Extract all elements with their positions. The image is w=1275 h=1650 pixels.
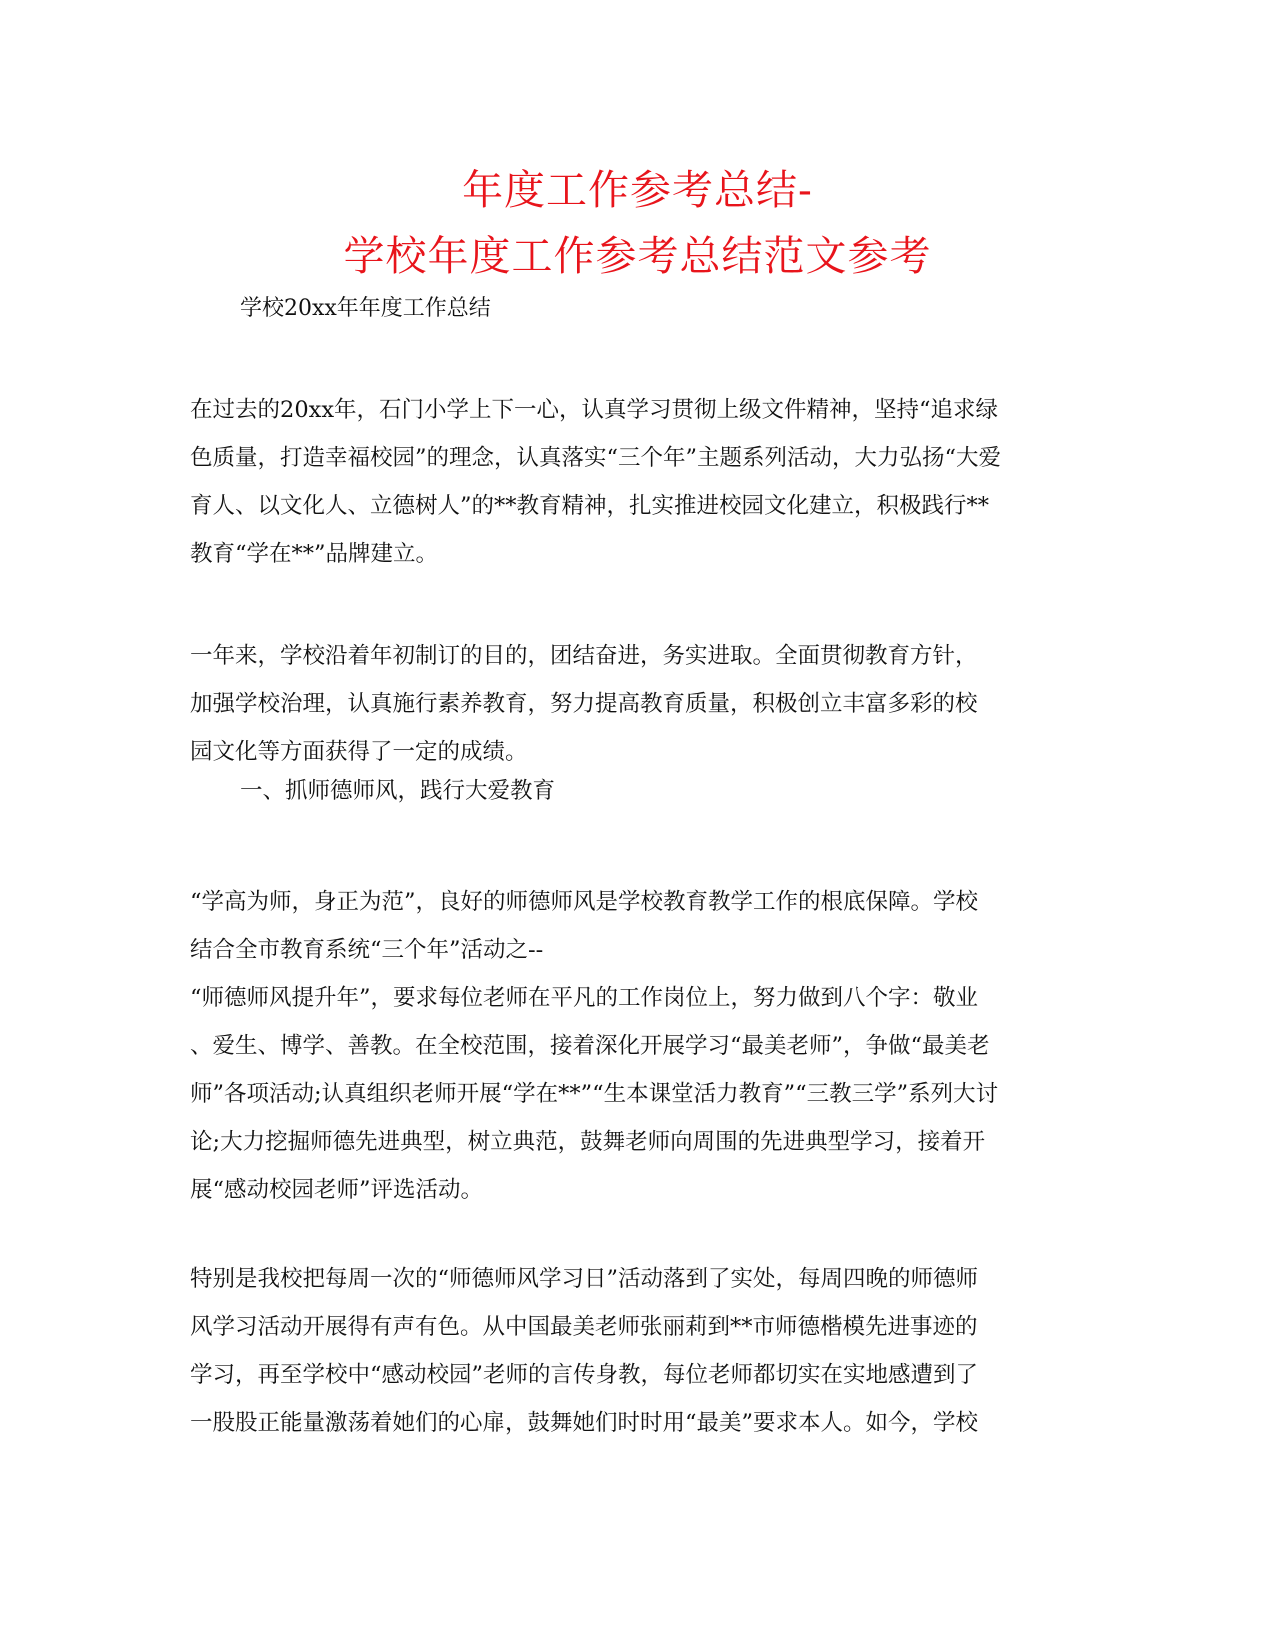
paragraph-line: 、爱生、博学、善教。在全校范围，接着深化开展学习“最美老师”，争做“最美老 <box>190 1033 990 1059</box>
document-title-line-2: 学校年度工作参考总结范文参考 <box>343 232 932 280</box>
paragraph-line: 论;大力挖掘师德先进典型，树立典范，鼓舞老师向周围的先进典型学习，接着开 <box>190 1129 986 1155</box>
paragraph-line: 风学习活动开展得有声有色。从中国最美老师张丽莉到**市师德楷模先进事迹的 <box>190 1314 978 1340</box>
paragraph-3 <box>190 878 1090 1214</box>
section-heading: 一、抓师德师风，践行大爱教育 <box>240 778 556 804</box>
paragraph-line: “师德师风提升年”，要求每位老师在平凡的工作岗位上，努力做到八个字：敬业 <box>190 985 979 1011</box>
paragraph-line: 加强学校治理，认真施行素养教育，努力提高教育质量，积极创立丰富多彩的校 <box>190 691 978 717</box>
paragraph-line: 育人、以文化人、立德树人”的**教育精神，扎实推进校园文化建立，积极践行** <box>190 493 990 519</box>
document-subtitle: 学校20xx年年度工作总结 <box>240 296 491 321</box>
paragraph-line: 一年来，学校沿着年初制订的目的，团结奋进，务实进取。全面贯彻教育方针， <box>190 643 978 669</box>
paragraph-line: 展“感动校园老师”评选活动。 <box>190 1177 484 1203</box>
paragraph-line: 结合全市教育系统“三个年”活动之-- <box>190 937 544 963</box>
paragraph-1 <box>190 386 1090 578</box>
paragraph-line: 一股股正能量激荡着她们的心扉，鼓舞她们时时用“最美”要求本人。如今，学校 <box>190 1410 979 1436</box>
paragraph-line: 师”各项活动;认真组织老师开展“学在**”“生本课堂活力教育”“三教三学”系列大讨 <box>190 1081 999 1107</box>
paragraph-line: 学习，再至学校中“感动校园”老师的言传身教，每位老师都切实在实地感遭到了 <box>190 1362 979 1388</box>
paragraph-line: 园文化等方面获得了一定的成绩。 <box>190 739 528 765</box>
paragraph-4 <box>190 1255 1090 1447</box>
paragraph-2 <box>190 632 1090 776</box>
document-title-line-1: 年度工作参考总结- <box>462 166 813 214</box>
paragraph-line: 色质量，打造幸福校园”的理念，认真落实“三个年”主题系列活动，大力弘扬“大爱 <box>190 445 1002 471</box>
paragraph-line: 教育“学在**”品牌建立。 <box>190 541 439 567</box>
paragraph-line: “学高为师，身正为范”，良好的师德师风是学校教育教学工作的根底保障。学校 <box>190 889 979 915</box>
paragraph-line: 特别是我校把每周一次的“师德师风学习日”活动落到了实处，每周四晚的师德师 <box>190 1266 979 1292</box>
paragraph-line: 在过去的20xx年，石门小学上下一心，认真学习贯彻上级文件精神，坚持“追求绿 <box>190 397 999 423</box>
